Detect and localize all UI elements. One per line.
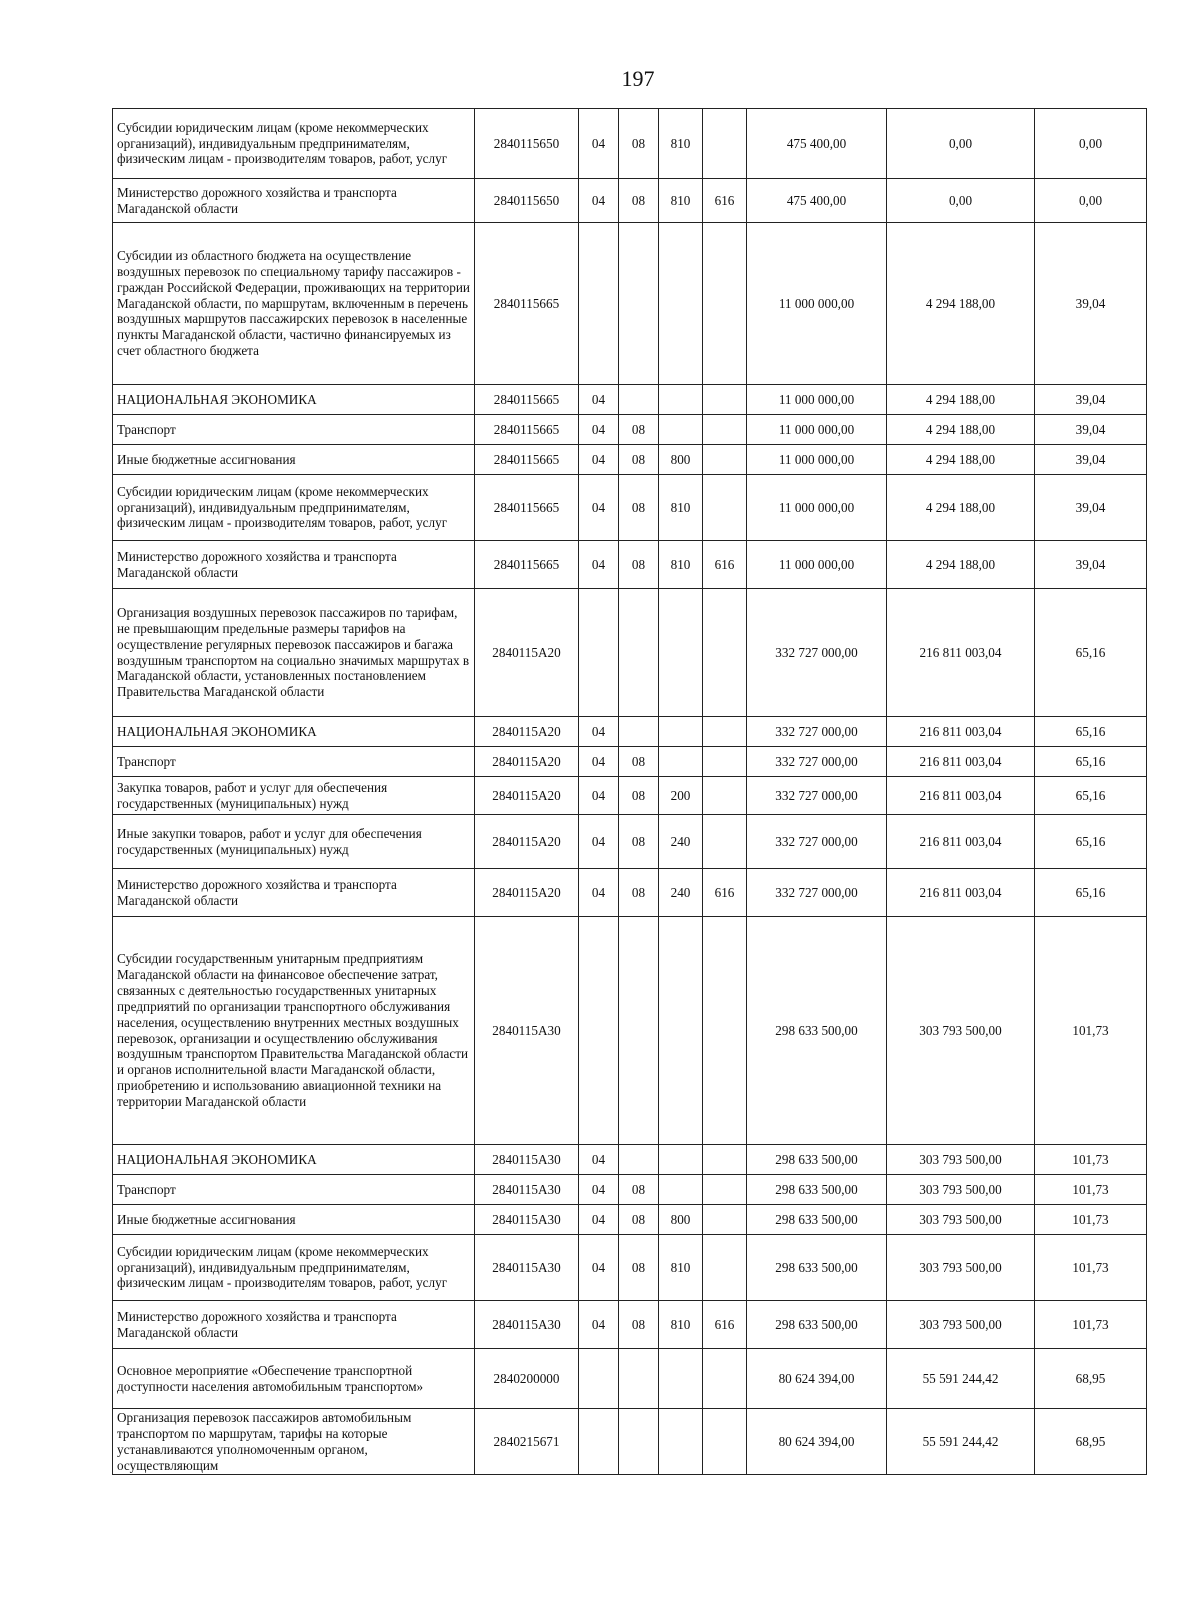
- row-name: Организация воздушных перевозок пассажиров по тарифам, не превышающим предельные размеры тарифов на осуществление регулярных перевозок пассажиров и багажа воздушным транспортом на социально значимых маршрутах в Магаданской области, установленных постановлением Правительства Магаданской области: [113, 589, 475, 717]
- row-executed-amount: 303 793 500,00: [887, 1235, 1035, 1301]
- table-row: [113, 445, 1147, 475]
- row-subsection: 08: [619, 415, 659, 445]
- row-execution-percent: 101,73: [1035, 1301, 1147, 1349]
- row-executed-amount: 303 793 500,00: [887, 1205, 1035, 1235]
- row-subsection: 08: [619, 1175, 659, 1205]
- row-executed-amount: 216 811 003,04: [887, 777, 1035, 815]
- row-executed-amount: 216 811 003,04: [887, 869, 1035, 917]
- row-planned-amount: 80 624 394,00: [747, 1349, 887, 1409]
- row-section: 04: [579, 541, 619, 589]
- row-administrator: 616: [703, 541, 747, 589]
- row-executed-amount: 4 294 188,00: [887, 415, 1035, 445]
- row-planned-amount: 11 000 000,00: [747, 223, 887, 385]
- row-section: [579, 917, 619, 1145]
- row-executed-amount: 4 294 188,00: [887, 445, 1035, 475]
- row-planned-amount: 298 633 500,00: [747, 1145, 887, 1175]
- row-code: 2840115665: [475, 415, 579, 445]
- row-executed-amount: 4 294 188,00: [887, 541, 1035, 589]
- row-executed-amount: 55 591 244,42: [887, 1349, 1035, 1409]
- row-execution-percent: 65,16: [1035, 589, 1147, 717]
- row-code: 2840115665: [475, 223, 579, 385]
- row-code: 2840115A30: [475, 1301, 579, 1349]
- row-execution-percent: 101,73: [1035, 1235, 1147, 1301]
- row-subsection: 08: [619, 869, 659, 917]
- table-row: [113, 777, 1147, 815]
- row-subsection: [619, 917, 659, 1145]
- row-code: 2840115665: [475, 445, 579, 475]
- row-execution-percent: 65,16: [1035, 717, 1147, 747]
- row-name: Министерство дорожного хозяйства и транспорта Магаданской области: [113, 869, 475, 917]
- row-planned-amount: 332 727 000,00: [747, 777, 887, 815]
- row-planned-amount: 475 400,00: [747, 179, 887, 223]
- row-name: Иные бюджетные ассигнования: [113, 445, 475, 475]
- row-section: 04: [579, 717, 619, 747]
- row-executed-amount: 303 793 500,00: [887, 1175, 1035, 1205]
- row-subsection: 08: [619, 1205, 659, 1235]
- row-section: 04: [579, 777, 619, 815]
- row-executed-amount: 55 591 244,42: [887, 1409, 1035, 1475]
- row-code: 2840115A30: [475, 1205, 579, 1235]
- row-name: Субсидии юридическим лицам (кроме некоммерческих организаций), индивидуальным предпринимателям, физическим лицам - производителям товаров, работ, услуг: [113, 1235, 475, 1301]
- table-row: [113, 109, 1147, 179]
- row-administrator: [703, 385, 747, 415]
- row-section: 04: [579, 415, 619, 445]
- row-administrator: 616: [703, 1301, 747, 1349]
- row-section: 04: [579, 1235, 619, 1301]
- row-expense-type: 810: [659, 1235, 703, 1301]
- row-execution-percent: 0,00: [1035, 179, 1147, 223]
- row-execution-percent: 39,04: [1035, 475, 1147, 541]
- row-code: 2840115A30: [475, 917, 579, 1145]
- row-planned-amount: 298 633 500,00: [747, 1235, 887, 1301]
- row-name: Субсидии из областного бюджета на осуществление воздушных перевозок по специальному тарифу пассажиров - граждан Российской Федерации, проживающих на территории Магаданской области, по маршрутам, включенным в перечень воздушных маршрутов пассажирских перевозок в населенные пункты Магаданской области, частично финансируемых из счет областного бюджета: [113, 223, 475, 385]
- row-expense-type: [659, 223, 703, 385]
- row-planned-amount: 298 633 500,00: [747, 1301, 887, 1349]
- table-row: [113, 717, 1147, 747]
- table-row: [113, 1205, 1147, 1235]
- row-code: 2840115665: [475, 541, 579, 589]
- row-subsection: [619, 223, 659, 385]
- row-section: [579, 1349, 619, 1409]
- row-subsection: [619, 1145, 659, 1175]
- row-execution-percent: 39,04: [1035, 223, 1147, 385]
- row-administrator: [703, 1175, 747, 1205]
- page-number: 197: [621, 66, 655, 91]
- row-planned-amount: 11 000 000,00: [747, 541, 887, 589]
- row-planned-amount: 11 000 000,00: [747, 415, 887, 445]
- row-expense-type: [659, 747, 703, 777]
- table-row: [113, 415, 1147, 445]
- row-execution-percent: 65,16: [1035, 869, 1147, 917]
- row-code: 2840115A20: [475, 815, 579, 869]
- row-section: 04: [579, 1301, 619, 1349]
- row-subsection: 08: [619, 777, 659, 815]
- row-execution-percent: 68,95: [1035, 1409, 1147, 1475]
- row-name: Субсидии государственным унитарным предприятиям Магаданской области на финансовое обеспечение затрат, связанных с деятельностью государственных унитарных предприятий по организации транспортного обслуживания населения, осуществлению внутренних местных воздушных перевозок, организации и осуществлению обслуживания воздушным транспортом Правительства Магаданской области и органов исполнительной власти Магаданской области, приобретению и использованию авиационной техники на территории Магаданской области: [113, 917, 475, 1145]
- budget-table-body: [113, 109, 1147, 1475]
- row-planned-amount: 298 633 500,00: [747, 1205, 887, 1235]
- row-expense-type: [659, 1145, 703, 1175]
- row-name: Организация перевозок пассажиров автомобильным транспортом по маршрутам, тарифы на которые устанавливаются уполномоченным органом, осуществляющим: [113, 1409, 475, 1475]
- row-planned-amount: 11 000 000,00: [747, 475, 887, 541]
- row-subsection: [619, 589, 659, 717]
- row-administrator: [703, 917, 747, 1145]
- table-row: [113, 541, 1147, 589]
- row-planned-amount: 11 000 000,00: [747, 445, 887, 475]
- row-executed-amount: 303 793 500,00: [887, 917, 1035, 1145]
- row-planned-amount: 475 400,00: [747, 109, 887, 179]
- table-row: [113, 1349, 1147, 1409]
- row-subsection: [619, 1409, 659, 1475]
- row-section: 04: [579, 475, 619, 541]
- table-row: [113, 917, 1147, 1145]
- row-execution-percent: 65,16: [1035, 747, 1147, 777]
- row-subsection: [619, 385, 659, 415]
- row-section: 04: [579, 1175, 619, 1205]
- row-administrator: [703, 815, 747, 869]
- row-executed-amount: 4 294 188,00: [887, 223, 1035, 385]
- row-section: 04: [579, 1145, 619, 1175]
- row-section: 04: [579, 869, 619, 917]
- row-execution-percent: 0,00: [1035, 109, 1147, 179]
- row-subsection: [619, 717, 659, 747]
- row-planned-amount: 332 727 000,00: [747, 869, 887, 917]
- row-expense-type: [659, 415, 703, 445]
- table-row: [113, 589, 1147, 717]
- row-executed-amount: 303 793 500,00: [887, 1301, 1035, 1349]
- row-section: 04: [579, 747, 619, 777]
- row-expense-type: [659, 1349, 703, 1409]
- table-row: [113, 869, 1147, 917]
- row-code: 2840115A20: [475, 717, 579, 747]
- row-executed-amount: 216 811 003,04: [887, 747, 1035, 777]
- row-name: Закупка товаров, работ и услуг для обеспечения государственных (муниципальных) нужд: [113, 777, 475, 815]
- row-subsection: [619, 1349, 659, 1409]
- row-expense-type: 810: [659, 475, 703, 541]
- row-executed-amount: 216 811 003,04: [887, 815, 1035, 869]
- row-executed-amount: 303 793 500,00: [887, 1145, 1035, 1175]
- table-row: [113, 385, 1147, 415]
- table-row: [113, 179, 1147, 223]
- row-expense-type: 200: [659, 777, 703, 815]
- row-expense-type: [659, 1175, 703, 1205]
- row-administrator: 616: [703, 869, 747, 917]
- row-execution-percent: 101,73: [1035, 1145, 1147, 1175]
- row-code: 2840115A20: [475, 869, 579, 917]
- row-planned-amount: 332 727 000,00: [747, 589, 887, 717]
- row-expense-type: 810: [659, 1301, 703, 1349]
- row-subsection: 08: [619, 541, 659, 589]
- row-code: 2840115A30: [475, 1145, 579, 1175]
- row-planned-amount: 332 727 000,00: [747, 747, 887, 777]
- row-expense-type: 800: [659, 445, 703, 475]
- row-planned-amount: 80 624 394,00: [747, 1409, 887, 1475]
- row-executed-amount: 216 811 003,04: [887, 589, 1035, 717]
- table-row: [113, 223, 1147, 385]
- row-expense-type: 240: [659, 869, 703, 917]
- row-executed-amount: 216 811 003,04: [887, 717, 1035, 747]
- row-subsection: 08: [619, 747, 659, 777]
- row-subsection: 08: [619, 445, 659, 475]
- row-code: 2840115A20: [475, 747, 579, 777]
- row-execution-percent: 65,16: [1035, 777, 1147, 815]
- row-section: 04: [579, 109, 619, 179]
- row-section: 04: [579, 179, 619, 223]
- row-planned-amount: 298 633 500,00: [747, 917, 887, 1145]
- row-administrator: [703, 415, 747, 445]
- row-subsection: 08: [619, 1235, 659, 1301]
- row-subsection: 08: [619, 475, 659, 541]
- row-name: Иные бюджетные ассигнования: [113, 1205, 475, 1235]
- table-row: [113, 1409, 1147, 1475]
- row-name: НАЦИОНАЛЬНАЯ ЭКОНОМИКА: [113, 1145, 475, 1175]
- row-planned-amount: 332 727 000,00: [747, 815, 887, 869]
- row-executed-amount: 4 294 188,00: [887, 475, 1035, 541]
- row-execution-percent: 68,95: [1035, 1349, 1147, 1409]
- row-code: 2840200000: [475, 1349, 579, 1409]
- row-planned-amount: 11 000 000,00: [747, 385, 887, 415]
- row-expense-type: 810: [659, 109, 703, 179]
- row-administrator: [703, 475, 747, 541]
- row-code: 2840115A30: [475, 1175, 579, 1205]
- row-administrator: [703, 1205, 747, 1235]
- row-code: 2840115650: [475, 109, 579, 179]
- table-row: [113, 1235, 1147, 1301]
- row-execution-percent: 101,73: [1035, 917, 1147, 1145]
- row-name: Субсидии юридическим лицам (кроме некоммерческих организаций), индивидуальным предпринимателям, физическим лицам - производителям товаров, работ, услуг: [113, 475, 475, 541]
- row-administrator: [703, 1235, 747, 1301]
- row-subsection: 08: [619, 179, 659, 223]
- row-name: Министерство дорожного хозяйства и транспорта Магаданской области: [113, 1301, 475, 1349]
- row-section: 04: [579, 1205, 619, 1235]
- row-section: 04: [579, 815, 619, 869]
- row-administrator: [703, 1409, 747, 1475]
- table-row: [113, 475, 1147, 541]
- row-expense-type: 240: [659, 815, 703, 869]
- row-section: [579, 223, 619, 385]
- row-section: 04: [579, 385, 619, 415]
- row-name: Министерство дорожного хозяйства и транспорта Магаданской области: [113, 541, 475, 589]
- row-administrator: [703, 717, 747, 747]
- row-section: 04: [579, 445, 619, 475]
- row-administrator: 616: [703, 179, 747, 223]
- row-code: 2840215671: [475, 1409, 579, 1475]
- row-subsection: 08: [619, 1301, 659, 1349]
- row-name: Основное мероприятие «Обеспечение транспортной доступности населения автомобильным транспортом»: [113, 1349, 475, 1409]
- row-code: 2840115665: [475, 385, 579, 415]
- row-name: НАЦИОНАЛЬНАЯ ЭКОНОМИКА: [113, 717, 475, 747]
- row-planned-amount: 332 727 000,00: [747, 717, 887, 747]
- row-administrator: [703, 589, 747, 717]
- row-administrator: [703, 109, 747, 179]
- row-code: 2840115A20: [475, 777, 579, 815]
- row-execution-percent: 101,73: [1035, 1205, 1147, 1235]
- row-name: Транспорт: [113, 1175, 475, 1205]
- row-name: Иные закупки товаров, работ и услуг для обеспечения государственных (муниципальных) нужд: [113, 815, 475, 869]
- row-code: 2840115665: [475, 475, 579, 541]
- row-execution-percent: 39,04: [1035, 541, 1147, 589]
- row-execution-percent: 39,04: [1035, 385, 1147, 415]
- row-subsection: 08: [619, 109, 659, 179]
- budget-table: [112, 108, 1147, 1475]
- row-expense-type: 810: [659, 179, 703, 223]
- row-name: Министерство дорожного хозяйства и транспорта Магаданской области: [113, 179, 475, 223]
- table-row: [113, 815, 1147, 869]
- row-execution-percent: 101,73: [1035, 1175, 1147, 1205]
- row-expense-type: [659, 917, 703, 1145]
- row-code: 2840115A30: [475, 1235, 579, 1301]
- row-execution-percent: 65,16: [1035, 815, 1147, 869]
- row-expense-type: 810: [659, 541, 703, 589]
- row-executed-amount: 0,00: [887, 109, 1035, 179]
- row-administrator: [703, 223, 747, 385]
- row-name: НАЦИОНАЛЬНАЯ ЭКОНОМИКА: [113, 385, 475, 415]
- row-planned-amount: 298 633 500,00: [747, 1175, 887, 1205]
- row-section: [579, 1409, 619, 1475]
- row-expense-type: [659, 385, 703, 415]
- row-expense-type: [659, 717, 703, 747]
- row-expense-type: 800: [659, 1205, 703, 1235]
- row-code: 2840115A20: [475, 589, 579, 717]
- table-row: [113, 1175, 1147, 1205]
- row-administrator: [703, 777, 747, 815]
- row-executed-amount: 4 294 188,00: [887, 385, 1035, 415]
- row-name: Транспорт: [113, 415, 475, 445]
- row-name: Субсидии юридическим лицам (кроме некоммерческих организаций), индивидуальным предпринимателям, физическим лицам - производителям товаров, работ, услуг: [113, 109, 475, 179]
- row-administrator: [703, 1145, 747, 1175]
- row-executed-amount: 0,00: [887, 179, 1035, 223]
- row-expense-type: [659, 589, 703, 717]
- row-code: 2840115650: [475, 179, 579, 223]
- table-row: [113, 1301, 1147, 1349]
- row-subsection: 08: [619, 815, 659, 869]
- row-execution-percent: 39,04: [1035, 415, 1147, 445]
- row-administrator: [703, 1349, 747, 1409]
- row-section: [579, 589, 619, 717]
- row-expense-type: [659, 1409, 703, 1475]
- row-name: Транспорт: [113, 747, 475, 777]
- table-row: [113, 747, 1147, 777]
- table-row: [113, 1145, 1147, 1175]
- row-administrator: [703, 445, 747, 475]
- row-administrator: [703, 747, 747, 777]
- row-execution-percent: 39,04: [1035, 445, 1147, 475]
